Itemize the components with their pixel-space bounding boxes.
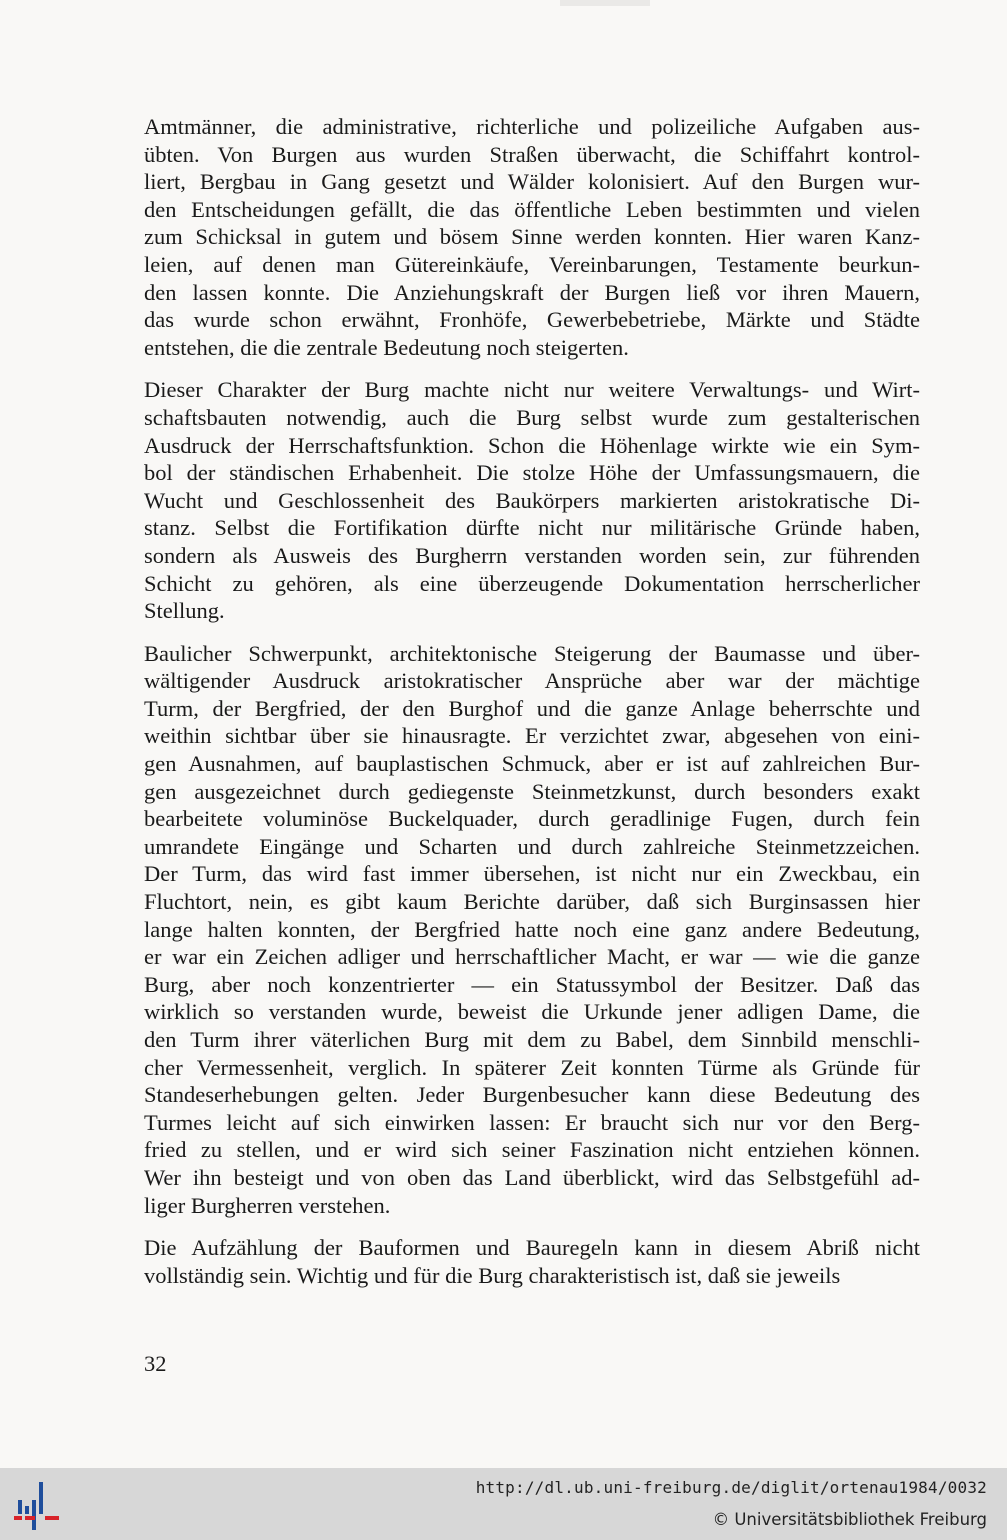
text-line: bol der ständischen Erhabenheit. Die stolze Höhe der Umfassungsmauern, die: [144, 460, 920, 486]
paragraph: [144, 640, 920, 1219]
text-line: lange halten konnten, der Bergfried hatte noch eine ganz andere Bedeutung,: [144, 916, 920, 942]
paragraph: [144, 376, 920, 624]
text-line: gen Ausnahmen, auf bauplastischen Schmuck, aber er ist auf zahlreichen Bur-: [144, 751, 920, 777]
copyright-notice: © Universitätsbibliothek Freiburg: [712, 1510, 987, 1529]
ub-freiburg-logo-icon: [14, 1478, 64, 1534]
text-line: Die Aufzählung der Bauformen und Bauregeln kann in diesem Abriß nicht: [144, 1235, 920, 1261]
text-line: wältigender Ausdruck aristokratischer Ansprüche aber war der mächtige: [144, 668, 920, 694]
page-number: 32: [144, 1351, 167, 1376]
permalink-url[interactable]: http://dl.ub.uni-freiburg.de/diglit/ortenau1984/0032: [475, 1478, 987, 1497]
text-line: umrandete Eingänge und Scharten und durch zahlreiche Steinmetzzeichen.: [144, 833, 920, 859]
text-line: Wer ihn besteigt und von oben das Land überblickt, wird das Selbstgefühl ad-: [144, 1164, 920, 1190]
text-line: leien, auf denen man Gütereinkäufe, Vereinbarungen, Testamente beurkun-: [144, 251, 920, 277]
text-line: vollständig sein. Wichtig und für die Burg charakteristisch ist, daß sie jeweils: [144, 1262, 841, 1288]
text-line: schaftsbauten notwendig, auch die Burg selbst wurde zum gestalterischen: [144, 404, 920, 430]
text-line: zum Schicksal in gutem und bösem Sinne werden konnten. Hier waren Kanz-: [144, 224, 920, 250]
scan-top-mark: [560, 0, 650, 6]
paragraph: [144, 113, 920, 361]
text-line: den Turm ihrer väterlichen Burg mit dem zu Babel, dem Sinnbild menschli-: [144, 1027, 920, 1052]
text-line: Schicht zu gehören, als eine überzeugende Dokumentation herrscherlicher: [144, 570, 920, 596]
text-line: liger Burgherren verstehen.: [144, 1192, 391, 1218]
text-line: Dieser Charakter der Burg machte nicht nur weitere Verwaltungs- und Wirt-: [144, 377, 920, 403]
text-line: entstehen, die die zentrale Bedeutung noch steigerten.: [144, 334, 629, 360]
text-line: Der Turm, das wird fast immer übersehen, ist nicht nur ein Zweckbau, ein: [144, 861, 920, 887]
text-line: den Entscheidungen gefällt, die das öffentliche Leben bestimmten und vielen: [144, 196, 920, 222]
text-line: übten. Von Burgen aus wurden Straßen überwacht, die Schiffahrt kontrol-: [144, 141, 920, 167]
text-line: liert, Bergbau in Gang gesetzt und Wälder kolonisiert. Auf den Burgen wur-: [144, 169, 920, 195]
body-text: [144, 113, 920, 1304]
text-line: wirklich so verstanden wurde, beweist die Urkunde jener adligen Dame, die: [144, 999, 920, 1025]
text-line: cher Vermessenheit, verglich. In späterer Zeit konnten Türme als Gründe für: [144, 1054, 920, 1080]
text-line: Wucht und Geschlossenheit des Baukörpers markierten aristokratische Di-: [144, 487, 920, 513]
text-line: gen ausgezeichnet durch gediegenste Steinmetzkunst, durch besonders exakt: [144, 778, 920, 804]
text-line: bearbeitete voluminöse Buckelquader, durch geradlinige Fugen, durch fein: [144, 806, 920, 832]
text-line: fried zu stellen, und er wird sich seiner Faszination nicht entziehen können.: [144, 1137, 920, 1163]
text-line: Turmes leicht auf sich einwirken lassen: Er braucht sich nur vor den Berg-: [144, 1109, 920, 1135]
text-line: weithin sichtbar über sie hinausragte. Er verzichtet zwar, abgesehen von eini-: [144, 723, 920, 749]
text-line: stanz. Selbst die Fortifikation dürfte nicht nur militärische Gründe haben,: [144, 515, 920, 541]
viewer-footer: [0, 1468, 1007, 1540]
text-line: Burg, aber noch konzentrierter — ein Statussymbol der Besitzer. Daß das: [144, 971, 920, 997]
text-line: den lassen konnte. Die Anziehungskraft der Burgen ließ vor ihren Mauern,: [144, 279, 920, 305]
text-line: Turm, der Bergfried, der den Burghof und die ganze Anlage beherrschte und: [144, 695, 920, 721]
text-line: das wurde schon erwähnt, Fronhöfe, Gewerbebetriebe, Märkte und Städte: [144, 307, 920, 333]
text-line: Standeserhebungen gelten. Jeder Burgenbesucher kann diese Bedeutung des: [144, 1082, 920, 1108]
paragraph: [144, 1234, 920, 1289]
text-line: er war ein Zeichen adliger und herrschaftlicher Macht, er war — wie die ganze: [144, 944, 920, 970]
text-line: sondern als Ausweis des Burgherrn verstanden worden sein, zur führenden: [144, 542, 920, 568]
text-line: Amtmänner, die administrative, richterliche und polizeiliche Aufgaben aus-: [144, 114, 920, 139]
text-line: Ausdruck der Herrschaftsfunktion. Schon die Höhenlage wirkte wie ein Sym-: [144, 432, 920, 458]
text-line: Fluchtort, nein, es gibt kaum Berichte darüber, daß sich Burginsassen hier: [144, 889, 920, 915]
text-line: Baulicher Schwerpunkt, architektonische Steigerung der Baumasse und über-: [144, 640, 920, 666]
text-line: Stellung.: [144, 598, 225, 624]
